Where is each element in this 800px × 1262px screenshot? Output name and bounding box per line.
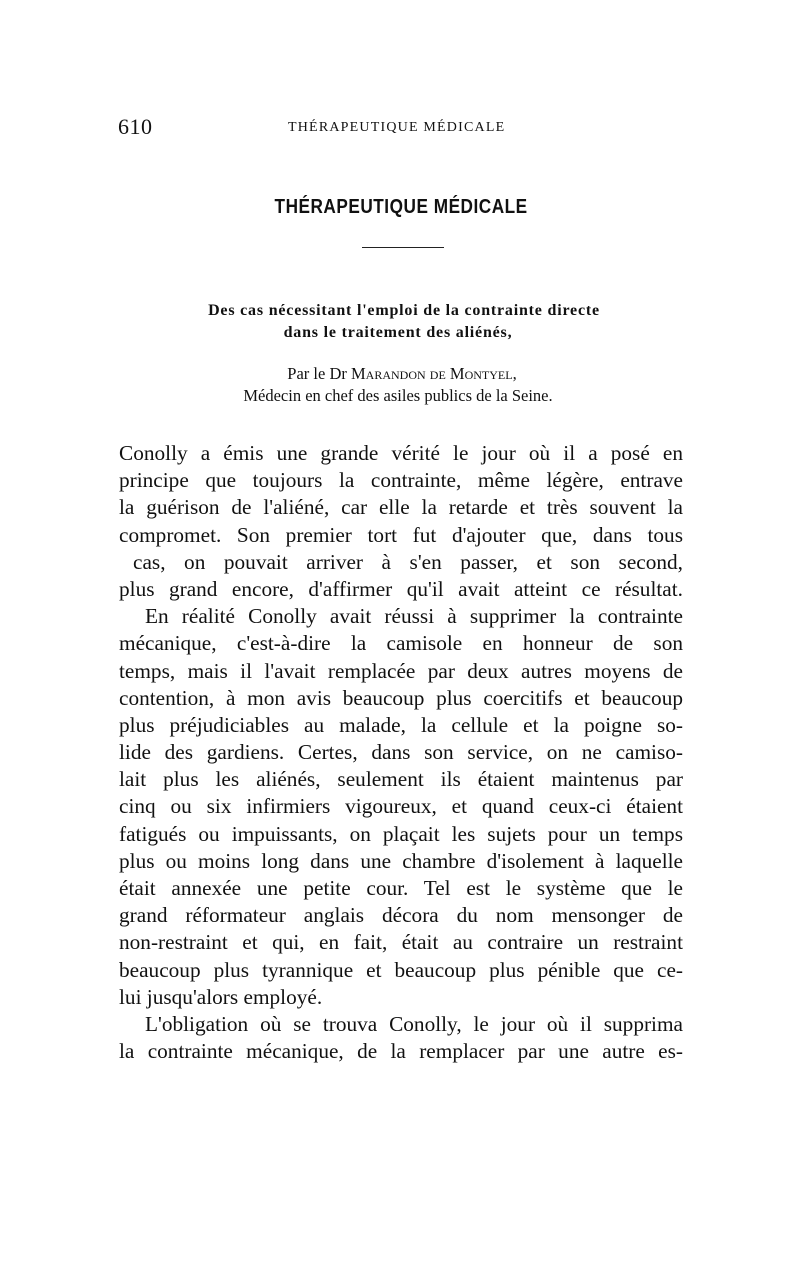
body-line: grand réformateur anglais décora du nom mensonger de: [119, 903, 683, 928]
body-line: mécanique, c'est-à-dire la camisole en honneur de son: [119, 631, 683, 656]
article-title-line-2: dans le traitement des aliénés,: [283, 324, 513, 341]
author-prefix: Par le Dr: [287, 364, 347, 383]
body-line: Conolly a émis une grande vérité le jour où il a posé en: [119, 441, 683, 465]
body-line: beaucoup plus tyrannique et beaucoup plus pénible que ce-: [119, 957, 683, 982]
article-title-line-1: Des cas nécessitant l'emploi de la contrainte directe: [208, 302, 600, 319]
body-line: était annexée une petite cour. Tel est le système que le: [119, 876, 683, 900]
title-divider: [362, 247, 444, 248]
body-line: plus préjudiciables au malade, la cellule et la poigne so-: [119, 712, 683, 737]
running-title: THÉRAPEUTIQUE MÉDICALE: [288, 120, 506, 135]
body-text: [119, 440, 683, 1065]
body-line: principe que toujours la contrainte, même légère, entrave: [119, 468, 683, 493]
body-line: lait plus les aliénés, seulement ils étaient maintenus par: [119, 767, 683, 792]
body-line: la guérison de l'aliéné, car elle la retarde et très souvent la: [119, 495, 683, 520]
body-line: cas, on pouvait arriver à s'en passer, et son second,: [133, 549, 683, 574]
body-line: contention, à mon avis beaucoup plus coercitifs et beaucoup: [119, 685, 683, 710]
author-name: Marandon de Montyel,: [351, 364, 517, 383]
body-line: compromet. Son premier tort fut d'ajouter que, dans tous: [119, 522, 683, 547]
body-line: la contrainte mécanique, de la remplacer par une autre es-: [119, 1039, 683, 1064]
body-line: fatigués ou impuissants, on plaçait les sujets pour un temps: [119, 821, 683, 846]
body-line: non-restraint et qui, en fait, était au contraire un restraint: [119, 930, 683, 955]
body-line: lide des gardiens. Certes, dans son service, on ne camiso-: [119, 740, 683, 765]
page-number: 610: [118, 114, 153, 139]
section-title: THÉRAPEUTIQUE MÉDICALE: [274, 196, 528, 218]
body-line: cinq ou six infirmiers vigoureux, et quand ceux-ci étaient: [119, 794, 683, 819]
running-header: [118, 114, 678, 144]
body-line: En réalité Conolly avait réussi à supprimer la contrainte: [145, 604, 683, 629]
body-line: plus ou moins long dans une chambre d'isolement à laquelle: [119, 848, 683, 873]
body-line: L'obligation où se trouva Conolly, le jour où il supprima: [145, 1011, 683, 1036]
author-byline: [2, 364, 800, 384]
body-line: temps, mais il l'avait remplacée par deux autres moyens de: [119, 658, 683, 683]
author-affiliation: Médecin en chef des asiles publics de la Seine.: [243, 386, 553, 405]
body-line: plus grand encore, d'affirmer qu'il avait atteint ce résultat.: [119, 576, 683, 601]
body-line: lui jusqu'alors employé.: [119, 984, 323, 1009]
